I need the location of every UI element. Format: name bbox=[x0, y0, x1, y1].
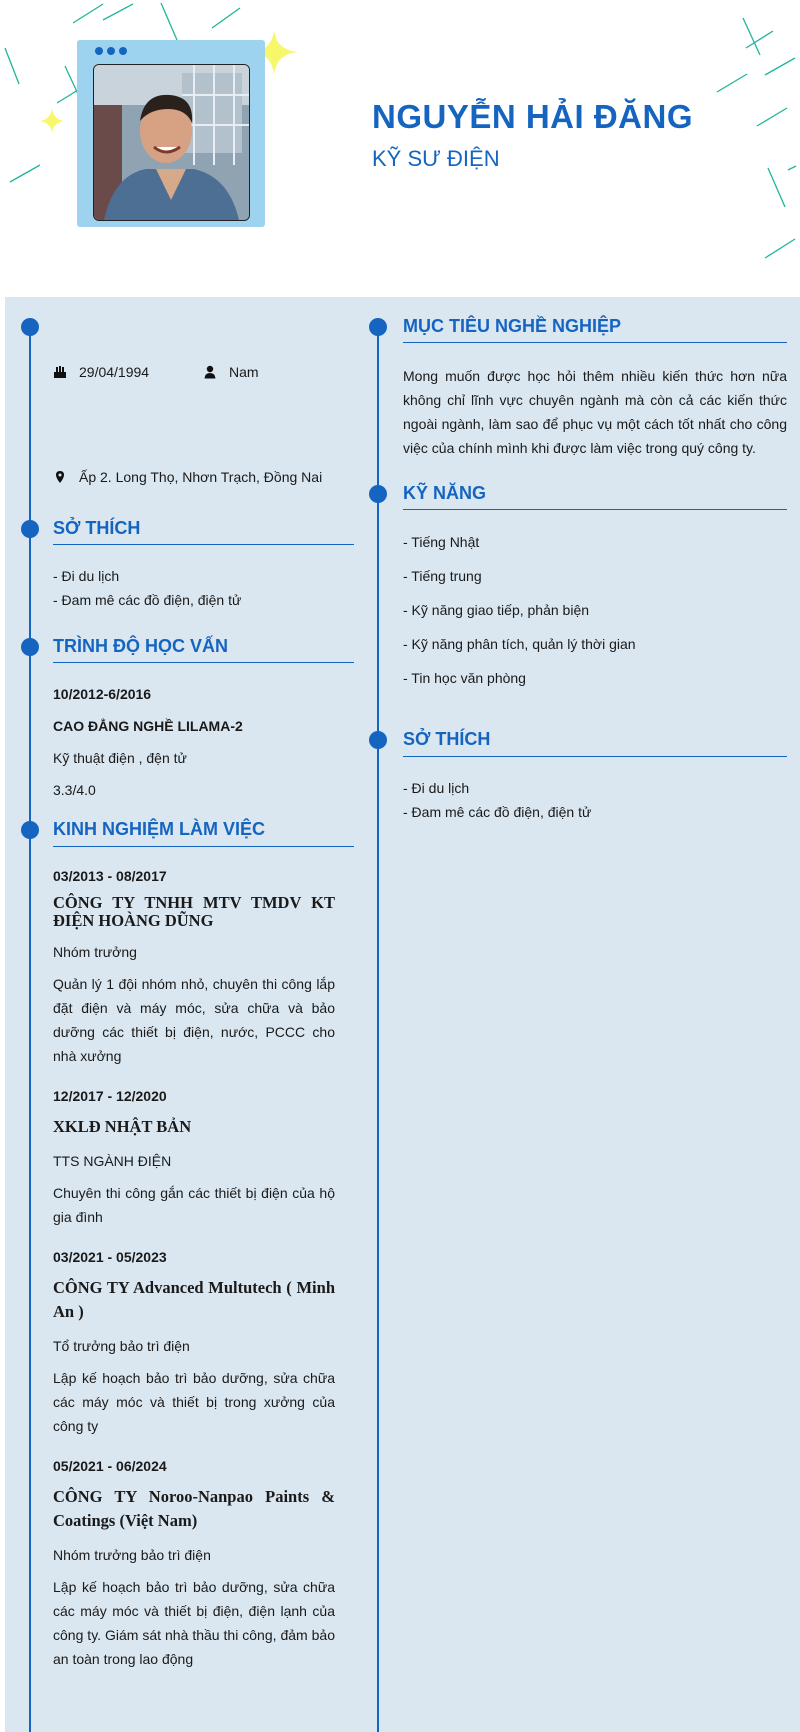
timeline-dot bbox=[21, 821, 39, 839]
timeline-right bbox=[377, 328, 379, 1732]
education-gpa: 3.3/4.0 bbox=[53, 782, 96, 798]
hobbies-heading: SỞ THÍCH bbox=[403, 729, 491, 749]
birthdate: 29/04/1994 bbox=[79, 364, 150, 380]
job-description: Quản lý 1 đội nhóm nhỏ, chuyên thi công lắp đặt điện và máy móc, sửa chữa và bảo dưỡng các thiết bị điện, nước, PCCC cho nhà xưởng bbox=[53, 976, 335, 1064]
hobby-item: - Đi du lịch bbox=[53, 568, 120, 584]
skill-item: - Tiếng trung bbox=[403, 568, 482, 584]
timeline-dot bbox=[21, 638, 39, 656]
timeline-dot bbox=[21, 520, 39, 538]
timeline-dot bbox=[369, 318, 387, 336]
skill-item: - Kỹ năng phân tích, quản lý thời gian bbox=[403, 636, 636, 652]
avatar-photo bbox=[93, 64, 250, 221]
job-period: 12/2017 - 12/2020 bbox=[53, 1088, 167, 1104]
address: Ấp 2. Long Thọ, Nhơn Trạch, Đồng Nai bbox=[79, 469, 323, 485]
job-company: CÔNG TY TNHH MTV TMDV KT ĐIỆN HOÀNG DŨNG bbox=[53, 893, 335, 930]
job-company: CÔNG TY Noroo-Nanpao Paints & Coatings (Việt Nam) bbox=[53, 1487, 335, 1530]
map-pin-icon bbox=[53, 470, 67, 484]
address-row bbox=[53, 469, 322, 485]
gender-row bbox=[203, 364, 259, 380]
skills-heading: KỸ NĂNG bbox=[403, 483, 487, 503]
section-rule bbox=[403, 756, 787, 757]
skill-item: - Tiếng Nhật bbox=[403, 534, 480, 550]
job-role: Tổ trưởng bảo trì điện bbox=[53, 1338, 190, 1354]
timeline-dot bbox=[369, 731, 387, 749]
job-period: 03/2021 - 05/2023 bbox=[53, 1249, 167, 1265]
window-dots bbox=[95, 47, 127, 55]
job-period: 05/2021 - 06/2024 bbox=[53, 1458, 167, 1474]
job-title: KỸ SƯ ĐIỆN bbox=[372, 146, 500, 171]
job-description: Chuyên thi công gắn các thiết bị điện của hộ gia đình bbox=[53, 1185, 335, 1225]
section-rule bbox=[403, 509, 787, 510]
hobby-item: - Đam mê các đồ điện, điện tử bbox=[53, 592, 242, 608]
birthdate-row bbox=[53, 364, 149, 380]
section-rule bbox=[403, 342, 787, 343]
job-role: Nhóm trưởng bbox=[53, 944, 137, 960]
timeline-dot bbox=[369, 485, 387, 503]
hobby-item: - Đam mê các đồ điện, điện tử bbox=[403, 804, 592, 820]
timeline-left bbox=[29, 328, 31, 1732]
job-role: TTS NGÀNH ĐIỆN bbox=[53, 1153, 172, 1169]
section-rule bbox=[53, 846, 354, 847]
hobby-item: - Đi du lịch bbox=[403, 780, 470, 796]
objective-heading: MỤC TIÊU NGHỀ NGHIỆP bbox=[403, 316, 622, 336]
skill-item: - Kỹ năng giao tiếp, phản biện bbox=[403, 602, 590, 618]
job-role: Nhóm trưởng bảo trì điện bbox=[53, 1547, 211, 1563]
education-major: Kỹ thuật điện , đện tử bbox=[53, 750, 187, 766]
skill-item: - Tin học văn phòng bbox=[403, 670, 526, 686]
user-icon bbox=[203, 365, 217, 379]
education-heading: TRÌNH ĐỘ HỌC VẤN bbox=[53, 636, 228, 656]
job-period: 03/2013 - 08/2017 bbox=[53, 868, 167, 884]
job-company: XKLĐ NHẬT BẢN bbox=[53, 1117, 192, 1136]
section-rule bbox=[53, 662, 354, 663]
job-description: Lập kế hoạch bảo trì bảo dưỡng, sửa chữa các máy móc và thiết bị điện, điện lạnh của công ty. Giám sát nhà thầu thi công, đảm bảo an toàn trong lao động bbox=[53, 1579, 335, 1667]
job-description: Lập kế hoạch bảo trì bảo dưỡng, sửa chữa các máy móc và thiết bị trong xưởng của công ty bbox=[53, 1370, 335, 1434]
gender: Nam bbox=[229, 364, 259, 380]
cake-icon bbox=[53, 365, 67, 379]
sparkle-small bbox=[40, 108, 64, 133]
hobbies-heading: SỞ THÍCH bbox=[53, 518, 141, 538]
education-period: 10/2012-6/2016 bbox=[53, 686, 152, 702]
section-rule bbox=[53, 544, 354, 545]
objective-text: Mong muốn được học hỏi thêm nhiều kiến thức hơn nữa không chỉ lĩnh vực chuyên ngành mà còn cả các kiến thức ngoài ngành, làm sao để phục vụ một cách tốt nhất cho công việc của chính mình khi được làm việc trong quý công ty. bbox=[403, 368, 787, 456]
job-company: CÔNG TY Advanced Multutech ( Minh An ) bbox=[53, 1278, 335, 1321]
experience-heading: KINH NGHIỆM LÀM VIỆC bbox=[53, 819, 266, 839]
timeline-dot bbox=[21, 318, 39, 336]
education-school: CAO ĐẲNG NGHỀ LILAMA-2 bbox=[53, 718, 243, 734]
candidate-name: NGUYỄN HẢI ĐĂNG bbox=[372, 98, 694, 135]
